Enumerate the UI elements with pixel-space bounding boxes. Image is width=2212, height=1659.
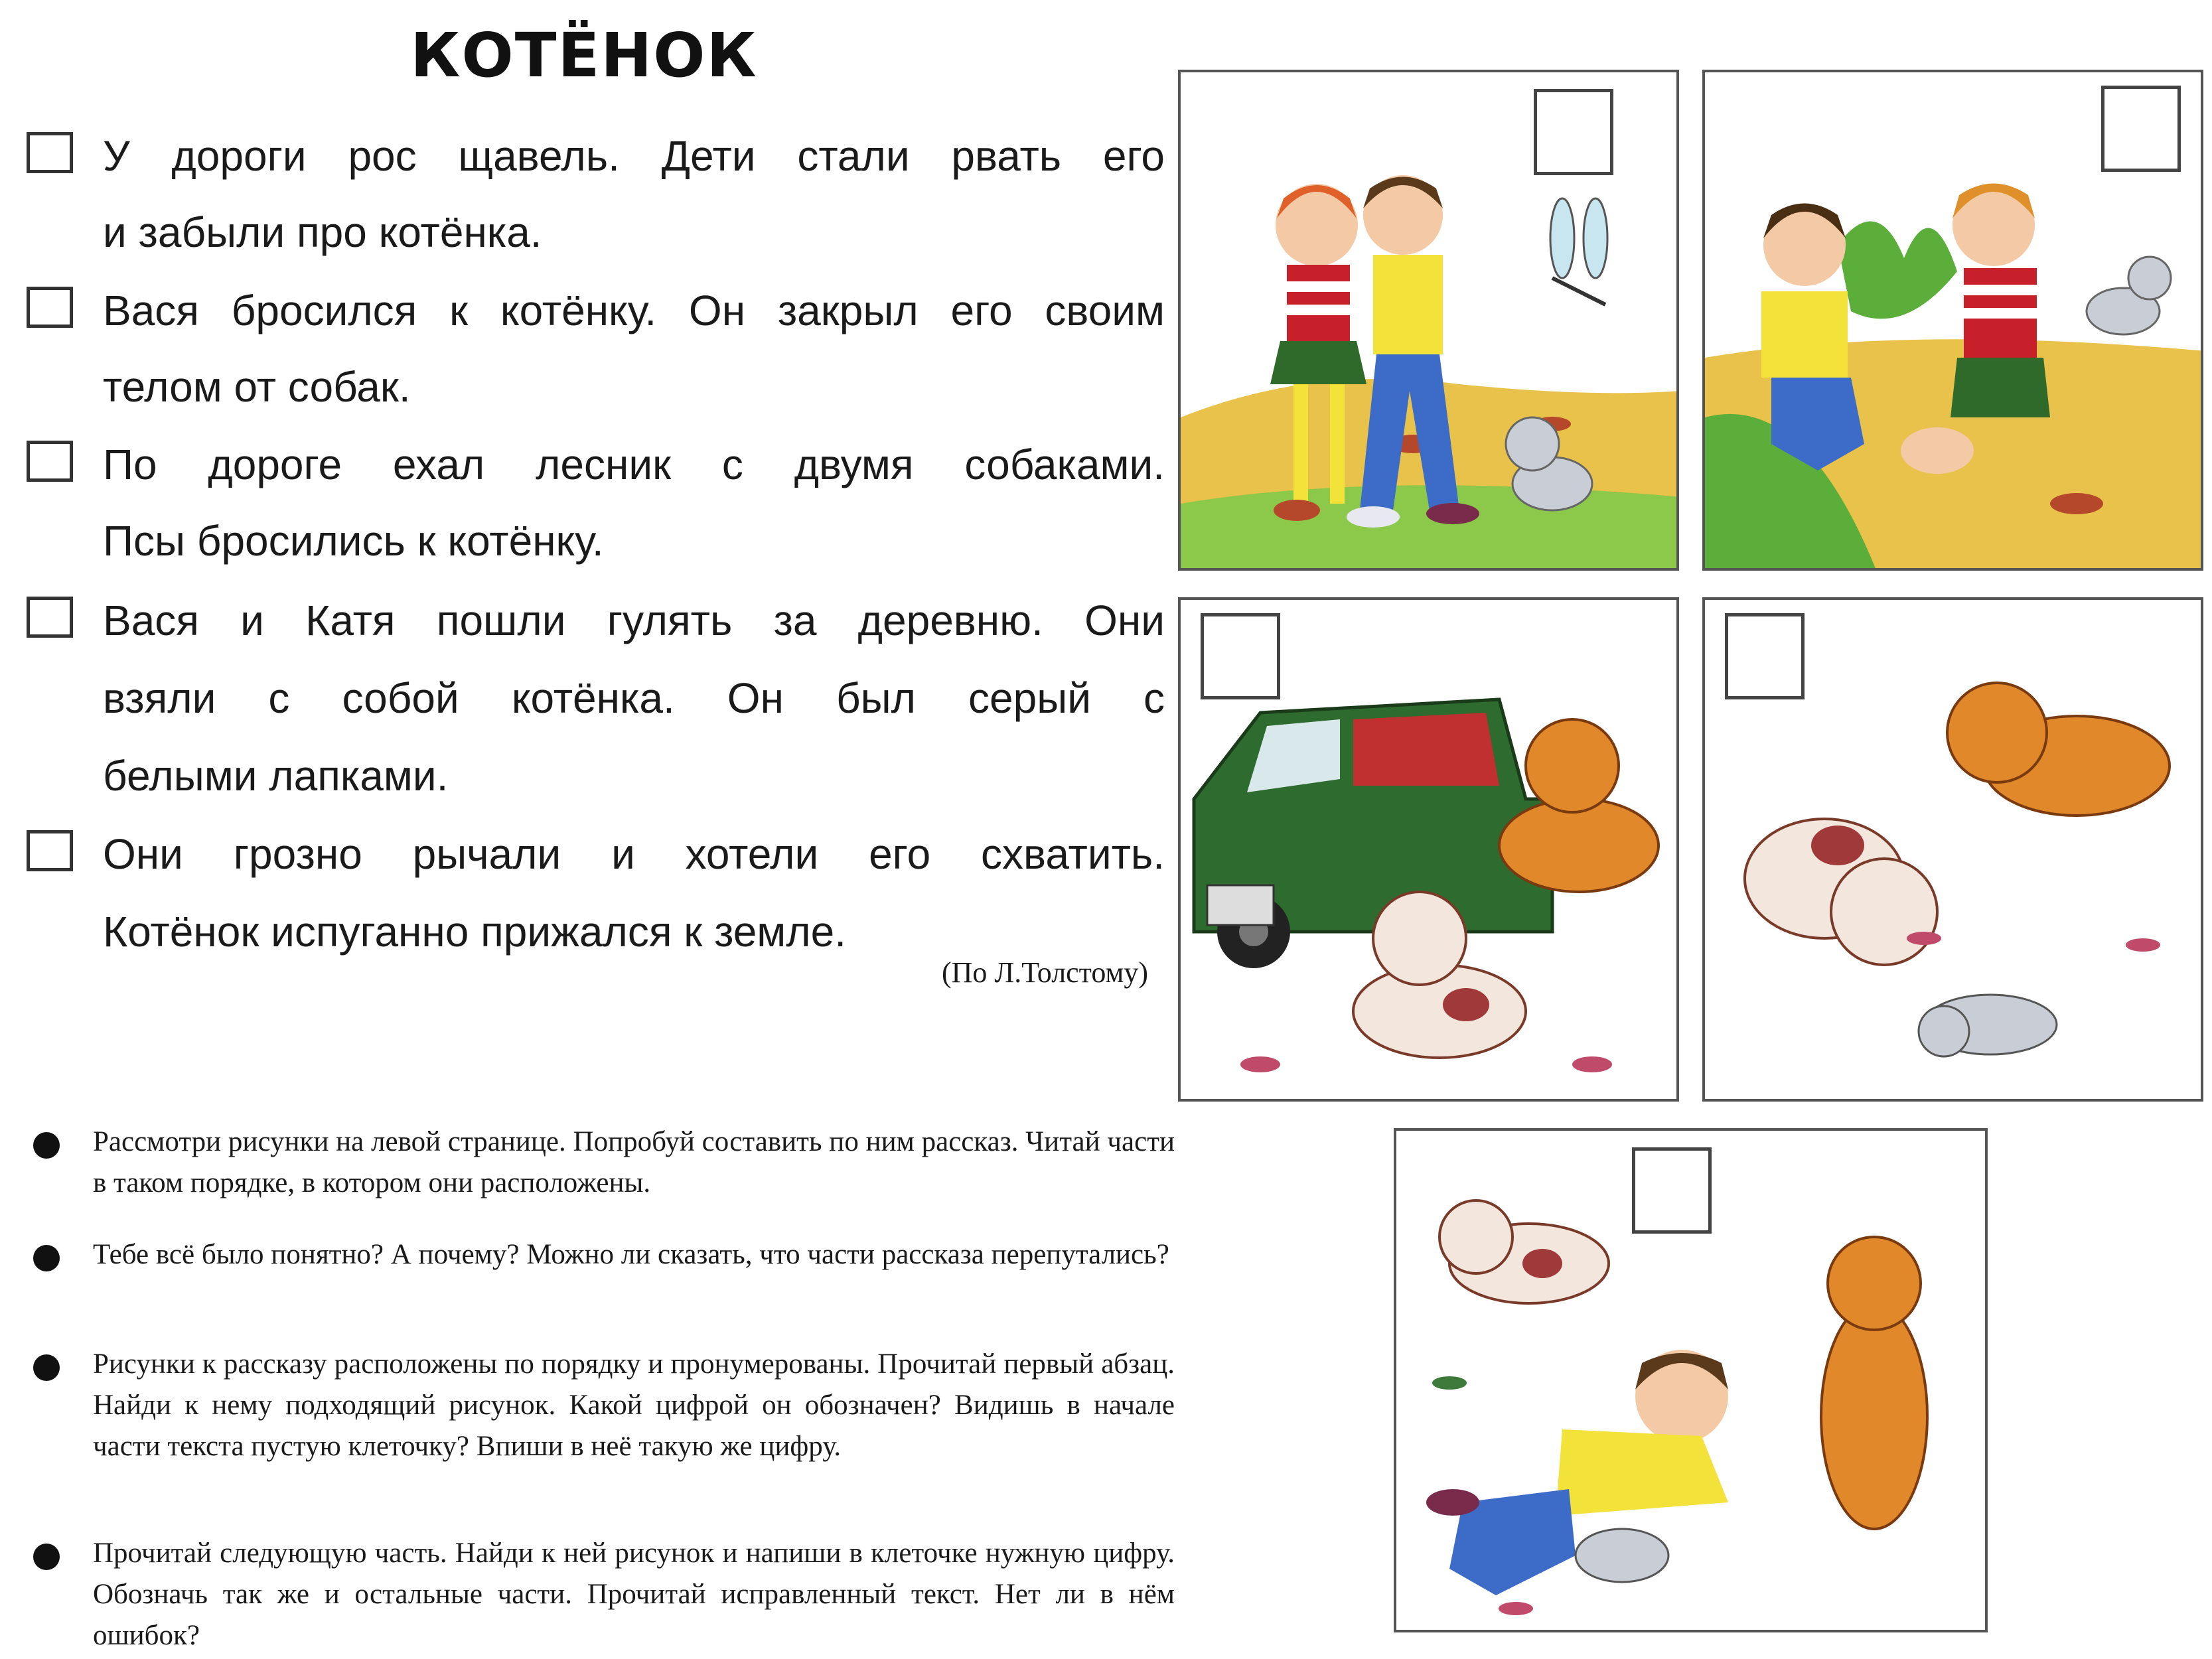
instruction-text: Рисунки к рассказу расположены по порядку и пронумерованы. Прочитай первый абзац. Найди к нему подходящий рисунок. Какой цифрой он обозначен? Видишь в начале части текста пустую клеточку? Впиши в неё такую же цифру.	[93, 1348, 1175, 1462]
story-line: Вася и Катя пошли гулять за деревню. Они	[103, 597, 1165, 644]
picture-number-box[interactable]	[1632, 1147, 1712, 1234]
illustration-boy-protecting-kitten	[1394, 1128, 1988, 1632]
picture-number-box[interactable]	[2101, 86, 2181, 172]
illustration-picking-sorrel	[1702, 70, 2203, 571]
answer-box-4[interactable]	[27, 597, 73, 638]
bullet-icon	[33, 1544, 60, 1570]
story-line: Псы бросились к котёнку.	[103, 517, 604, 565]
answer-box-1[interactable]	[27, 132, 73, 173]
story-line: Котёнок испуганно прижался к земле.	[103, 908, 846, 956]
answer-box-3[interactable]	[27, 441, 73, 482]
answer-box-2[interactable]	[27, 287, 73, 328]
bullet-icon	[33, 1354, 60, 1381]
story-line: взяли с собой котёнка. Он был серый с	[103, 674, 1165, 722]
story-line: У дороги рос щавель. Дети стали рвать его	[103, 132, 1165, 180]
story-line: По дороге ехал лесник с двумя собаками.	[103, 441, 1165, 488]
picture-number-box[interactable]	[1534, 89, 1613, 175]
story-line: и забыли про котёнка.	[103, 208, 542, 256]
bullet-icon	[33, 1132, 60, 1159]
illustration-dogs-growling	[1702, 597, 2203, 1102]
attribution: (По Л.Толстому)	[941, 956, 1148, 989]
story-line: телом от собак.	[103, 363, 411, 411]
story-line: Вася бросился к котёнку. Он закрыл его своим	[103, 287, 1165, 334]
instruction-text: Прочитай следующую часть. Найди к ней рисунок и напиши в клеточке нужную цифру. Обозначь так же и остальные части. Прочитай исправленный текст. Нет ли в нём ошибок?	[93, 1538, 1175, 1651]
story-line: белыми лапками.	[103, 752, 449, 800]
instruction-text: Рассмотри рисунки на левой странице. Попробуй составить по ним рассказ. Читай части в таком порядке, в котором они расположены.	[93, 1126, 1175, 1198]
picture-number-box[interactable]	[1201, 613, 1280, 699]
story-line: Они грозно рычали и хотели его схватить.	[103, 830, 1165, 878]
illustration-forester-car	[1178, 597, 1679, 1102]
bullet-icon	[33, 1245, 60, 1271]
picture-number-box[interactable]	[1725, 613, 1805, 699]
page-title: КОТЁНОК	[410, 20, 758, 91]
illustration-children-walking	[1178, 70, 1679, 571]
instruction-text: Тебе всё было понятно? А почему? Можно ли сказать, что части рассказа перепутались?	[93, 1239, 1169, 1270]
answer-box-5[interactable]	[27, 830, 73, 871]
